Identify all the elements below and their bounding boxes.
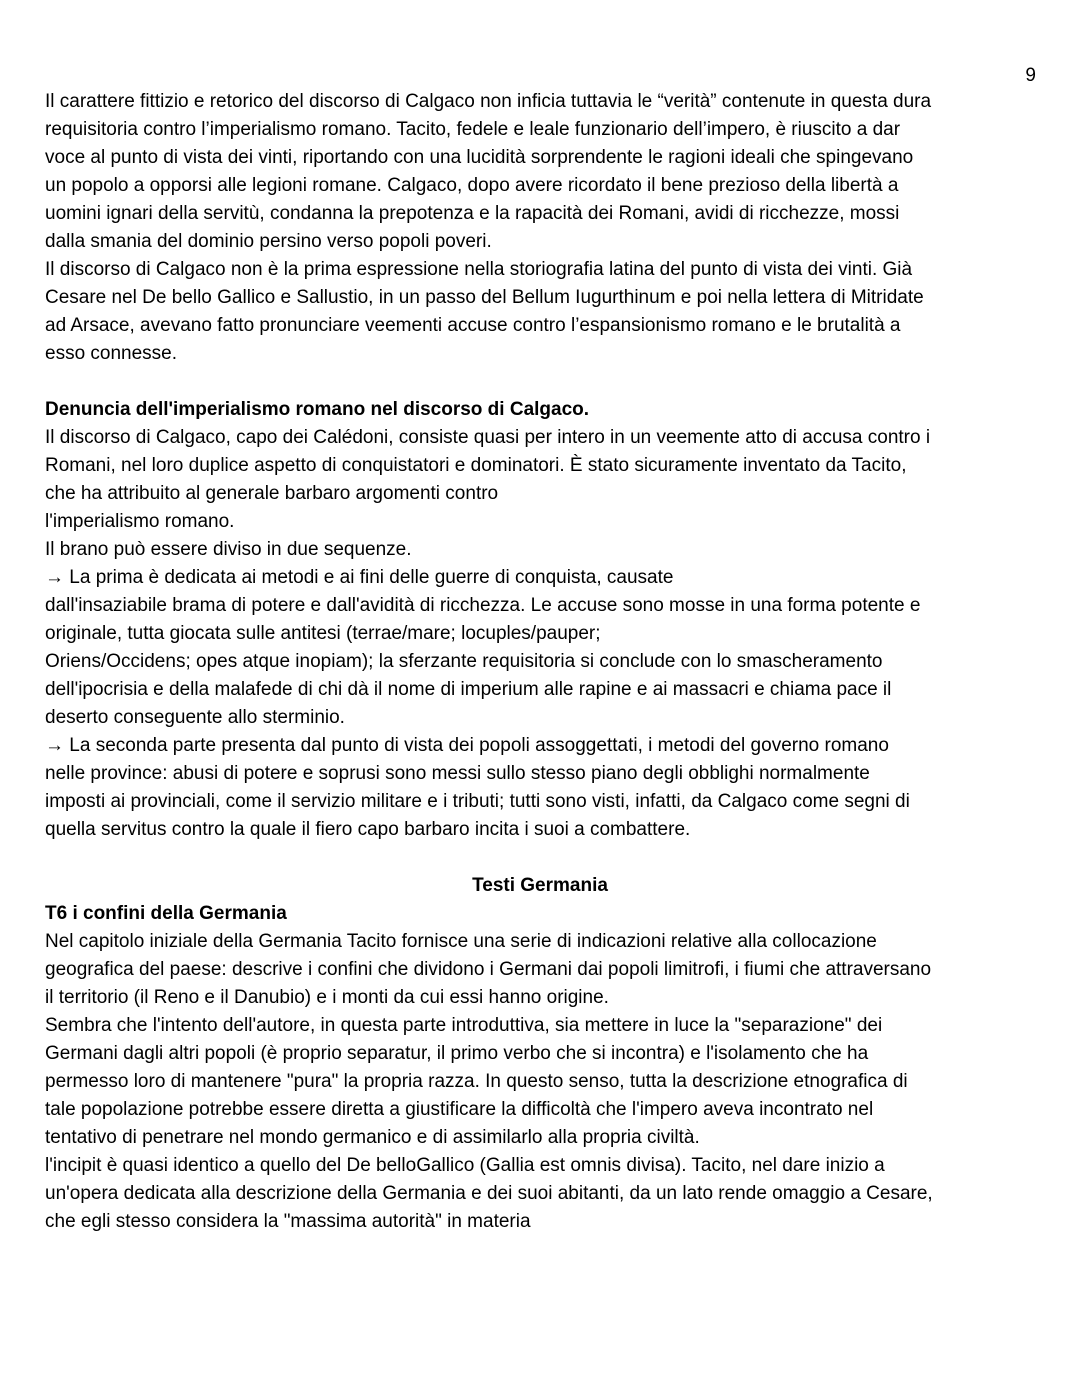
text-line: voce al punto di vista dei vinti, riportando con una lucidità sorprendente le ragioni ideali che spingevano bbox=[45, 147, 914, 168]
text-line: Germani dagli altri popoli (è proprio separatur, il primo verbo che si incontra) e l'isolamento che ha bbox=[45, 1043, 869, 1064]
blank-line bbox=[45, 844, 1045, 872]
text-line: Il discorso di Calgaco, capo dei Calédoni, consiste quasi per intero in un veemente atto di accusa contro i bbox=[45, 427, 931, 448]
text-line: un popolo a opporsi alle legioni romane. Calgaco, dopo avere ricordato il bene prezioso della libertà a bbox=[45, 175, 899, 196]
text-line: nelle province: abusi di potere e soprusi sono messi sullo stesso piano degli obblighi normalmente bbox=[45, 763, 870, 784]
text-line: Cesare nel De bello Gallico e Sallustio, in un passo del Bellum Iugurthinum e poi nella lettera di Mitridate bbox=[45, 287, 924, 308]
text-line: Oriens/Occidens; opes atque inopiam); la sferzante requisitoria si conclude con lo smascheramento bbox=[45, 651, 883, 672]
text-line: Romani, nel loro duplice aspetto di conquistatori e dominatori. È stato sicuramente inventato da Tacito, bbox=[45, 455, 907, 476]
text-line: Il discorso di Calgaco non è la prima espressione nella storiografia latina del punto di vista dei vinti. Già bbox=[45, 259, 913, 280]
text-line: requisitoria contro l’imperialismo romano. Tacito, fedele e leale funzionario dell’impero, è riuscito a dar bbox=[45, 119, 901, 140]
page-number: 9 bbox=[1025, 65, 1036, 86]
text-line: il territorio (il Reno e il Danubio) e i monti da cui essi hanno origine. bbox=[45, 987, 609, 1008]
text-line: tentativo di penetrare nel mondo germanico e di assimilarlo alla propria civiltà. bbox=[45, 1127, 700, 1148]
text-line: deserto conseguente allo sterminio. bbox=[45, 707, 345, 728]
text-line: uomini ignari della servitù, condanna la prepotenza e la rapacità dei Romani, avidi di ricchezze, mossi bbox=[45, 203, 900, 224]
text-line: → La prima è dedicata ai metodi e ai fini delle guerre di conquista, causate bbox=[45, 567, 674, 588]
text-line: Sembra che l'intento dell'autore, in questa parte introduttiva, sia mettere in luce la "separazione" dei bbox=[45, 1015, 883, 1036]
text-line: un'opera dedicata alla descrizione della Germania e dei suoi abitanti, da un lato rende omaggio a Cesare, bbox=[45, 1183, 933, 1204]
text-line: dalla smania del dominio persino verso popoli poveri. bbox=[45, 231, 492, 252]
text-line: esso connesse. bbox=[45, 343, 178, 364]
text-line: → La seconda parte presenta dal punto di vista dei popoli assoggettati, i metodi del governo romano bbox=[45, 735, 889, 756]
text-line: l'incipit è quasi identico a quello del De belloGallico (Gallia est omnis divisa). Tacito, nel dare inizio a bbox=[45, 1155, 885, 1176]
text-line: geografica del paese: descrive i confini che dividono i Germani dai popoli limitrofi, i fiumi che attraversano bbox=[45, 959, 932, 980]
text-line: Il brano può essere diviso in due sequenze. bbox=[45, 539, 412, 560]
text-line: Nel capitolo iniziale della Germania Tacito fornisce una serie di indicazioni relative alla collocazione bbox=[45, 931, 877, 952]
text-line: che egli stesso considera la "massima autorità" in materia bbox=[45, 1211, 531, 1232]
text-line: imposti ai provinciali, come il servizio militare e i tributi; tutti sono visti, infatti, da Calgaco come segni di bbox=[45, 791, 910, 812]
document-body bbox=[45, 88, 1045, 1236]
section-heading: Denuncia dell'imperialismo romano nel discorso di Calgaco. bbox=[45, 399, 590, 420]
section-heading: T6 i confini della Germania bbox=[45, 903, 287, 924]
text-line: dall'insaziabile brama di potere e dall'avidità di ricchezza. Le accuse sono mosse in una forma potente e bbox=[45, 595, 921, 616]
text-line: ad Arsace, avevano fatto pronunciare veementi accuse contro l’espansionismo romano e le brutalità a bbox=[45, 315, 901, 336]
section-title: Testi Germania bbox=[472, 875, 608, 896]
text-line: che ha attribuito al generale barbaro argomenti contro bbox=[45, 483, 499, 504]
text-line: Il carattere fittizio e retorico del discorso di Calgaco non inficia tuttavia le “verità” contenute in questa dura bbox=[45, 91, 932, 112]
text-line: dell'ipocrisia e della malafede di chi dà il nome di imperium alle rapine e ai massacri e chiama pace il bbox=[45, 679, 892, 700]
blank-line bbox=[45, 368, 1045, 396]
text-line: l'imperialismo romano. bbox=[45, 511, 235, 532]
text-line: originale, tutta giocata sulle antitesi (terrae/mare; locuples/pauper; bbox=[45, 623, 601, 644]
text-line: permesso loro di mantenere "pura" la propria razza. In questo senso, tutta la descrizione etnografica di bbox=[45, 1071, 908, 1092]
text-line: quella servitus contro la quale il fiero capo barbaro incita i suoi a combattere. bbox=[45, 819, 691, 840]
text-line: tale popolazione potrebbe essere diretta a giustificare la difficoltà che l'impero aveva incontrato nel bbox=[45, 1099, 874, 1120]
